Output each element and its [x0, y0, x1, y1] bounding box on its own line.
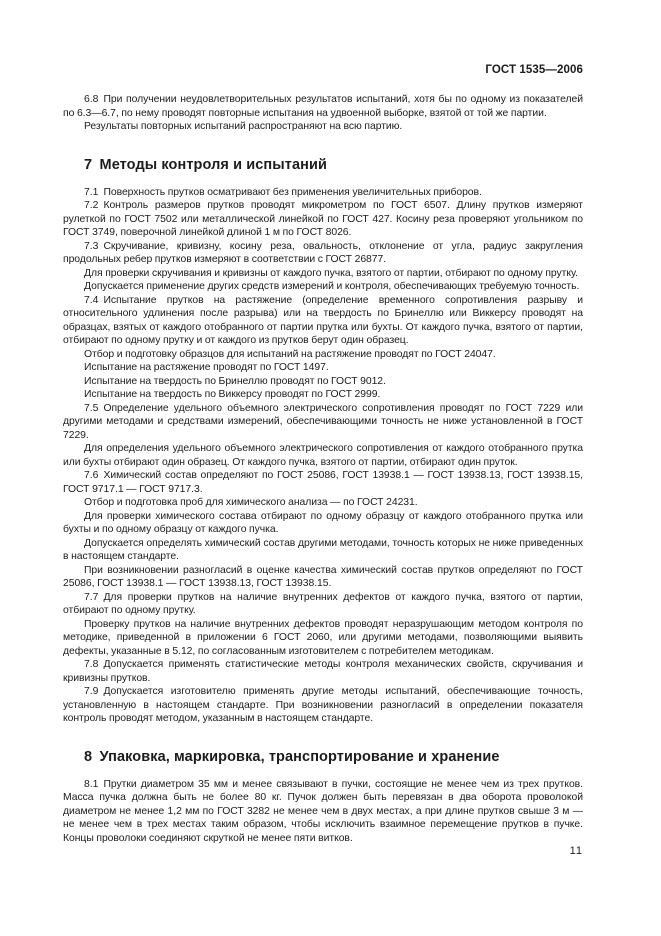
- clause-7-2: 7.2 Контроль размеров прутков проводят микрометром по ГОСТ 6507. Длину прутков измеряют рулеткой по ГОСТ 7502 или металлической линейкой по ГОСТ 427. Косину реза проверяют угольником по ГОСТ 3749, поверочной линейкой длиной 1 м по ГОСТ 8026.: [63, 200, 583, 238]
- clause-7-6-sub-2: Для проверки химического состава отбирают по одному образцу от каждого отобранного прутка или бухты и по одному образцу от каждого пучка.: [63, 510, 583, 535]
- clause-7-4-sub-2: Испытание на растяжение проводят по ГОСТ 1497.: [84, 362, 329, 373]
- clause-7-6-sub-1: Отбор и подготовка проб для химического анализа — по ГОСТ 24231.: [84, 497, 418, 508]
- clause-7-9: 7.9 Допускается изготовителю применять другие методы испытаний, обеспечивающие точность, установленную в настоящем стандарте. При возникновении разногласий в определении показателя контроль проводят методом, указанным в настоящем стандарте.: [63, 686, 583, 724]
- section-heading-8: 8 Упаковка, маркировка, транспортирование и хранение: [84, 748, 500, 765]
- clause-7-4-sub-3: Испытание на твердость по Бринеллю проводят по ГОСТ 9012.: [84, 375, 386, 387]
- clause-7-6: 7.6 Химический состав определяют по ГОСТ 25086, ГОСТ 13938.1 — ГОСТ 13938.13, ГОСТ 13938.15, ГОСТ 9717.1 — ГОСТ 9717.3.: [63, 470, 583, 495]
- clause-7-3: 7.3 Скручивание, кривизну, косину реза, овальность, отклонение от угла, радиус закругления продольных ребер прутков измеряют в соответствии с ГОСТ 26877.: [63, 240, 583, 265]
- page-number: 11: [569, 845, 583, 857]
- clause-7-3-sub-2: Допускается применение других средств измерений и контроля, обеспечивающих требуемую точность.: [84, 281, 580, 292]
- clause-7-1: 7.1 Поверхность прутков осматривают без применения увеличительных приборов.: [84, 186, 482, 198]
- document-content: [63, 64, 583, 845]
- clause-7-5: 7.5 Определение удельного объемного электрического сопротивления проводят по ГОСТ 7229 или другими методами и средствами измерений, обеспечивающими точность не ниже установленной в ГОСТ 7229.: [63, 402, 583, 441]
- clause-7-7-sub-1: Проверку прутков на наличие внутренних дефектов проводят неразрушающим методом контроля по методике, приведенной в приложении 6 ГОСТ 2060, или другими методами, позволяющими выявить дефекты, указанные в 5.12, по согласованным изготовителем с потребителем методикам.: [63, 618, 583, 657]
- clause-8-1: 8.1 Прутки диаметром 35 мм и менее связывают в пучки, состоящие не менее чем из трех прутков. Масса пучка должна быть не более 80 кг. Пучок должен быть перевязан в два оборота проволокой диаметром не менее 1,2 мм по ГОСТ 3282 не менее чем в двух местах, а при длине прутков свыше 3 м — не менее чем в трех местах таким образом, чтобы исключить взаимное перемещение прутков в пучке. Концы проволоки соединяют скруткой не менее пяти витков.: [63, 778, 583, 844]
- clause-7-6-sub-3: Допускается определять химический состав другими методами, точность которых не ниже приведенных в настоящем стандарте.: [63, 537, 583, 562]
- clause-7-4-sub-4: Испытание на твердость по Виккерсу проводят по ГОСТ 2999.: [84, 389, 381, 400]
- running-header-doc-code: ГОСТ 1535—2006: [485, 64, 583, 76]
- clause-7-7: 7.7 Для проверки прутков на наличие внутренних дефектов от каждого пучка, взятого от партии, отбирают по одному прутку.: [63, 591, 583, 616]
- clause-7-6-sub-4: При возникновении разногласий в оценке качества химический состав прутков определяют по ГОСТ 25086, ГОСТ 13938.1 — ГОСТ 13938.13, ГОСТ 13938.15.: [63, 564, 583, 589]
- clause-6-8-results: Результаты повторных испытаний распространяют на всю партию.: [84, 121, 403, 132]
- clause-6-8: 6.8 При получении неудовлетворительных результатов испытаний, хотя бы по одному из показателей по 6.3—6.7, по нему проводят повторные испытания на удвоенной выборке, взятой от той же партии.: [63, 94, 583, 119]
- clause-7-3-sub-1: Для проверки скручивания и кривизны от каждого пучка, взятого от партии, отбирают по одному прутку.: [84, 267, 578, 279]
- clause-7-4-sub-1: Отбор и подготовку образцов для испытаний на растяжение проводят по ГОСТ 24047.: [84, 348, 496, 360]
- clause-7-4: 7.4 Испытание прутков на растяжение (определение временного сопротивления разрыву и относительного удлинения после разрыва) или на твердость по Бринеллю или Виккерсу проводят на образцах, взятых от каждого отобранного от партии прутка или бухты. От каждого пучка, взятого от партии, отбирают по одному прутку и от каждого из прутков берут один образец.: [63, 294, 583, 346]
- clause-7-5-sub-1: Для определения удельного объемного электрического сопротивления от каждого отобранного прутка или бухты отбирают один образец. От каждого пучка, взятого от партии, отбирают один пруток.: [63, 443, 583, 468]
- clause-7-8: 7.8 Допускается применять статистические методы контроля механических свойств, скручивания и кривизны прутков.: [63, 659, 583, 684]
- section-heading-7: 7 Методы контроля и испытаний: [84, 156, 328, 173]
